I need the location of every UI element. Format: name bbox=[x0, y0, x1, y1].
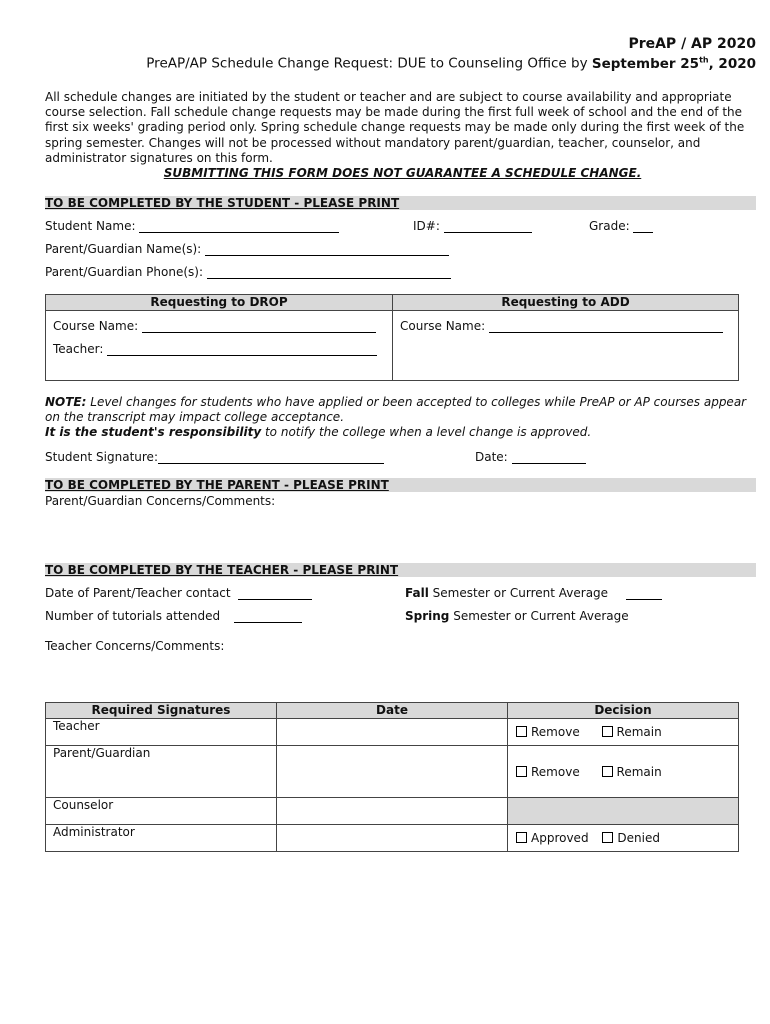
parent-phone-label: Parent/Guardian Phone(s): bbox=[45, 265, 203, 279]
counselor-decision-cell bbox=[508, 798, 739, 825]
row-label-administrator: Administrator bbox=[46, 825, 277, 852]
fall-average-row bbox=[405, 586, 662, 600]
row-label-teacher: Teacher bbox=[46, 719, 277, 746]
remain-label: Remain bbox=[616, 764, 662, 779]
student-signature-label: Student Signature: bbox=[45, 450, 158, 464]
add-course-field[interactable] bbox=[489, 319, 723, 333]
teacher-remove-checkbox[interactable] bbox=[516, 726, 527, 737]
intro-paragraph: All schedule changes are initiated by the student or teacher and are subject to course availability and appropriate course selection. Fall schedule change requests may be made during the first full week of school and the end of the first six weeks' grading period only. Spring schedule change requests may be made only during the first week of the spring semester. Changes will not be processed without mandatory parent/guardian, teacher, counselor, and administrator signatures on this form. bbox=[45, 90, 745, 165]
drop-teacher-label: Teacher: bbox=[53, 342, 104, 356]
parent-name-row bbox=[45, 242, 449, 256]
parent-phone-row bbox=[45, 265, 451, 279]
responsibility-bold: It is the student's responsibility bbox=[45, 425, 262, 439]
fall-average-field[interactable] bbox=[626, 586, 662, 600]
teacher-decision-cell bbox=[508, 719, 739, 746]
row-label-counselor: Counselor bbox=[46, 798, 277, 825]
id-label: ID#: bbox=[413, 219, 440, 233]
form-subtitle: PreAP/AP Schedule Change Request: DUE to Counseling Office by September 25th, 2020 bbox=[146, 55, 756, 72]
parent-decision-cell bbox=[508, 746, 739, 798]
parent-name-field[interactable] bbox=[205, 242, 449, 256]
student-date-label: Date: bbox=[475, 450, 508, 464]
teacher-remain-checkbox[interactable] bbox=[602, 726, 613, 737]
parent-comments-label: Parent/Guardian Concerns/Comments: bbox=[45, 494, 276, 508]
add-header: Requesting to ADD bbox=[393, 295, 739, 311]
intro-text bbox=[45, 90, 760, 181]
administrator-decision-cell bbox=[508, 825, 739, 852]
drop-teacher-field[interactable] bbox=[107, 342, 377, 356]
table-row bbox=[46, 746, 739, 798]
parent-name-label: Parent/Guardian Name(s): bbox=[45, 242, 202, 256]
drop-course-label: Course Name: bbox=[53, 319, 139, 333]
contact-date-row bbox=[45, 586, 312, 600]
drop-header: Requesting to DROP bbox=[46, 295, 393, 311]
student-date-field[interactable] bbox=[512, 450, 586, 464]
contact-date-label: Date of Parent/Teacher contact bbox=[45, 586, 231, 600]
student-section-heading: TO BE COMPLETED BY THE STUDENT - PLEASE PRINT bbox=[45, 196, 756, 210]
approved-checkbox[interactable] bbox=[516, 832, 527, 843]
remove-label: Remove bbox=[531, 764, 580, 779]
remove-label: Remove bbox=[531, 725, 580, 739]
id-row bbox=[413, 219, 532, 233]
student-signature-field[interactable] bbox=[158, 450, 384, 464]
student-name-field[interactable] bbox=[139, 219, 339, 233]
remain-label: Remain bbox=[616, 725, 662, 739]
row-label-parent: Parent/Guardian bbox=[46, 746, 277, 798]
grade-row bbox=[589, 219, 653, 233]
spring-text: Semester or Current Average bbox=[449, 609, 629, 623]
tutorials-row bbox=[45, 609, 302, 623]
teacher-comments-label: Teacher Concerns/Comments: bbox=[45, 639, 225, 653]
student-signature-row bbox=[45, 450, 384, 464]
no-guarantee-warning: SUBMITTING THIS FORM DOES NOT GUARANTEE A SCHEDULE CHANGE. bbox=[163, 166, 642, 181]
signatures-table bbox=[45, 702, 739, 852]
note-label: NOTE: bbox=[45, 395, 87, 409]
note-text: Level changes for students who have applied or been accepted to colleges while PreAP or AP courses appear on the transcript may impact college acceptance. bbox=[45, 395, 747, 424]
administrator-date-cell[interactable] bbox=[277, 825, 508, 852]
teacher-section-heading: TO BE COMPLETED BY THE TEACHER - PLEASE PRINT bbox=[45, 563, 756, 577]
request-table bbox=[45, 294, 739, 381]
add-course-label: Course Name: bbox=[400, 319, 486, 333]
table-row bbox=[46, 798, 739, 825]
table-row bbox=[46, 719, 739, 746]
drop-teacher-row bbox=[53, 342, 377, 356]
spring-average-row bbox=[405, 609, 629, 623]
denied-checkbox[interactable] bbox=[602, 832, 613, 843]
student-date-row bbox=[475, 450, 586, 464]
level-change-note bbox=[45, 395, 760, 440]
approved-label: Approved bbox=[531, 831, 589, 845]
student-name-label: Student Name: bbox=[45, 219, 136, 233]
parent-date-cell[interactable] bbox=[277, 746, 508, 798]
fall-text: Semester or Current Average bbox=[428, 586, 609, 600]
parent-phone-field[interactable] bbox=[207, 265, 451, 279]
add-course-row bbox=[400, 319, 723, 333]
drop-cell bbox=[46, 311, 393, 381]
table-row bbox=[46, 825, 739, 852]
decision-header: Decision bbox=[508, 703, 739, 719]
denied-label: Denied bbox=[617, 831, 660, 845]
grade-field[interactable] bbox=[633, 219, 653, 233]
parent-section-heading: TO BE COMPLETED BY THE PARENT - PLEASE PRINT bbox=[45, 478, 756, 492]
form-title: PreAP / AP 2020 bbox=[628, 36, 756, 52]
id-field[interactable] bbox=[444, 219, 532, 233]
contact-date-field[interactable] bbox=[238, 586, 312, 600]
teacher-date-cell[interactable] bbox=[277, 719, 508, 746]
counselor-date-cell[interactable] bbox=[277, 798, 508, 825]
drop-course-row bbox=[53, 319, 376, 333]
responsibility-text: to notify the college when a level change is approved. bbox=[261, 425, 592, 439]
date-header: Date bbox=[277, 703, 508, 719]
drop-course-field[interactable] bbox=[142, 319, 376, 333]
student-name-row bbox=[45, 219, 339, 233]
parent-remove-checkbox[interactable] bbox=[516, 766, 527, 777]
parent-remain-checkbox[interactable] bbox=[602, 766, 613, 777]
tutorials-field[interactable] bbox=[234, 609, 302, 623]
fall-label: Fall bbox=[405, 586, 429, 600]
tutorials-label: Number of tutorials attended bbox=[45, 609, 221, 623]
signatures-header: Required Signatures bbox=[46, 703, 277, 719]
grade-label: Grade: bbox=[589, 219, 630, 233]
add-cell bbox=[393, 311, 739, 381]
spring-label: Spring bbox=[405, 609, 450, 623]
